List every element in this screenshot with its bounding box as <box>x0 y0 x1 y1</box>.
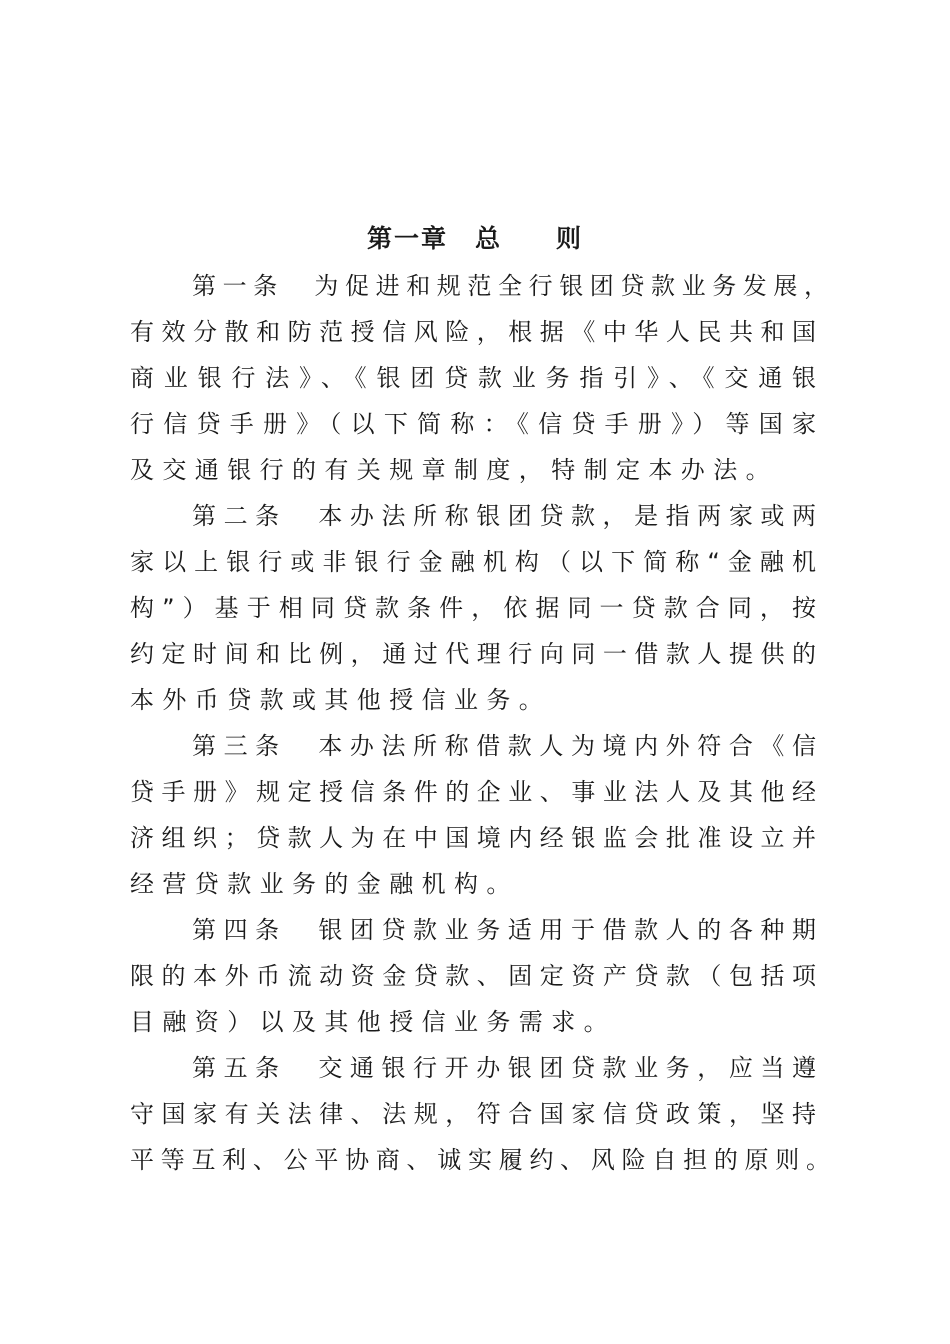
article-1-line-2: 有效分散和防范授信风险，根据《中华人民共和国 <box>130 318 816 346</box>
article-1-line-5: 及交通银行的有关规章制度，特制定本办法。 <box>130 456 778 484</box>
article-4-line-1: 第四条 银团贷款业务适用于借款人的各种期 <box>192 916 816 944</box>
article-3-line-3: 济组织；贷款人为在中国境内经银监会批准设立并 <box>130 824 816 852</box>
article-4-line-2: 限的本外币流动资金贷款、固定资产贷款（包括项 <box>130 962 816 990</box>
article-1-line-1: 第一条 为促进和规范全行银团贷款业务发展， <box>192 272 828 300</box>
article-3-line-4: 经营贷款业务的金融机构。 <box>130 870 519 898</box>
article-2-line-2: 家以上银行或非银行金融机构（以下简称“金融机 <box>130 548 816 576</box>
article-1-line-3: 商业银行法》、《银团贷款业务指引》、《交通银 <box>130 364 816 392</box>
article-2-line-4: 约定时间和比例，通过代理行向同一借款人提供的 <box>130 640 816 668</box>
article-2-line-1: 第二条 本办法所称银团贷款，是指两家或两 <box>192 502 816 530</box>
article-4-line-3: 目融资）以及其他授信业务需求。 <box>130 1008 616 1036</box>
chapter-title: 第一章 总 则 <box>366 224 583 253</box>
article-3-line-1: 第三条 本办法所称借款人为境内外符合《信 <box>192 732 816 760</box>
article-5-line-1: 第五条 交通银行开办银团贷款业务，应当遵 <box>192 1054 816 1082</box>
article-3-line-2: 贷手册》规定授信条件的企业、事业法人及其他经 <box>130 778 816 806</box>
article-2-line-5: 本外币贷款或其他授信业务。 <box>130 686 552 714</box>
article-5-line-2: 守国家有关法律、法规，符合国家信贷政策，坚持 <box>130 1100 816 1128</box>
article-2-line-3: 构”）基于相同贷款条件，依据同一贷款合同，按 <box>130 594 816 622</box>
article-1-line-4: 行信贷手册》（以下简称：《信贷手册》）等国家 <box>130 410 816 438</box>
article-5-line-3: 平等互利、公平协商、诚实履约、风险自担的原则。 <box>130 1146 830 1174</box>
